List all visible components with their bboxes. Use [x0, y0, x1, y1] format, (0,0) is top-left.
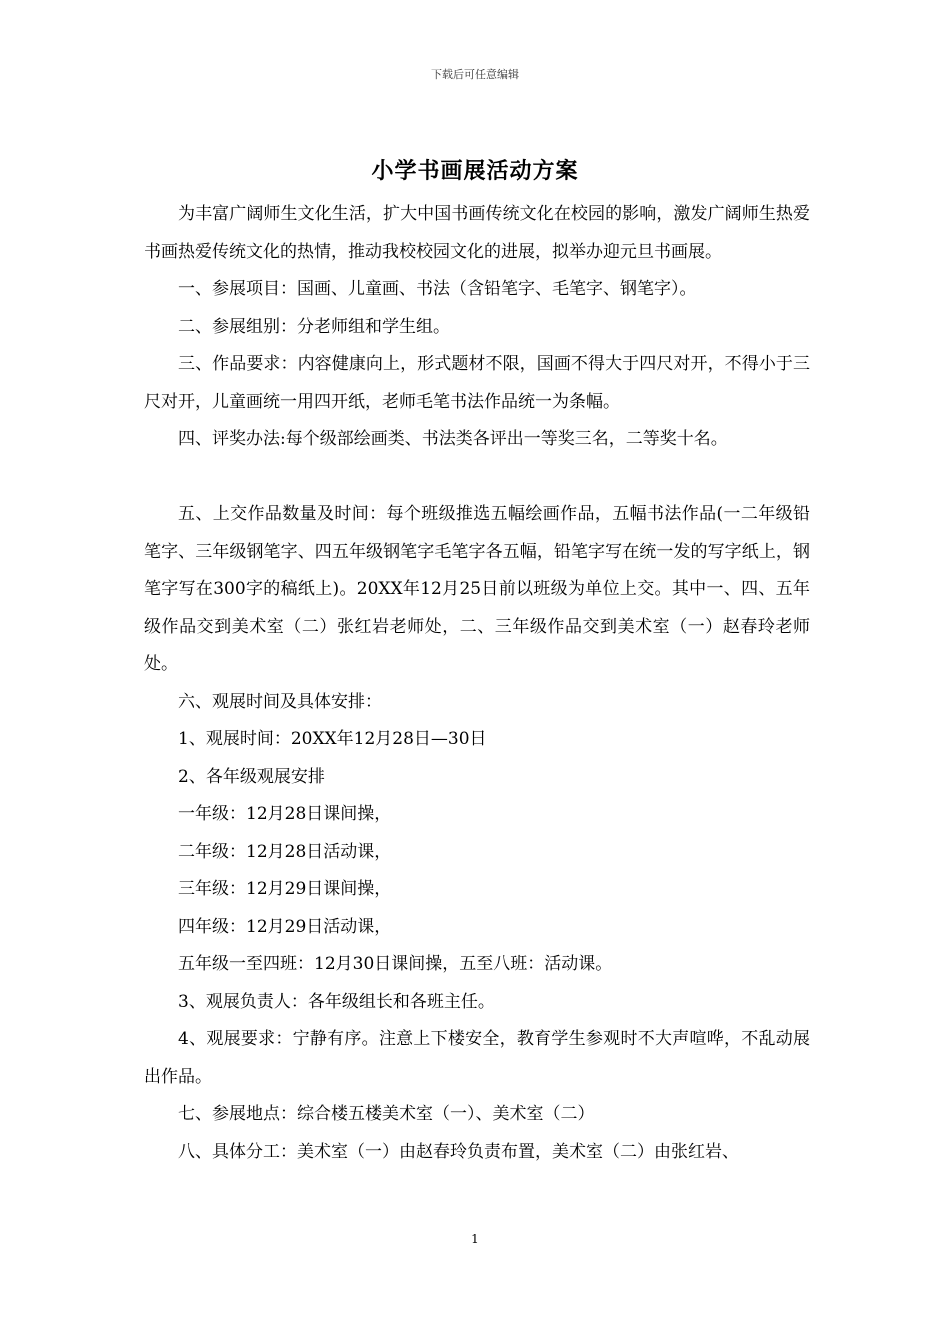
document-body — [144, 196, 810, 1171]
section-6-item-1: 1、观展时间：20XX年12月28日—30日 — [178, 729, 487, 749]
section-8-paragraph: 八、具体分工：美术室（一）由赵春玲负责布置，美术室（二）由张红岩、 — [178, 1141, 739, 1162]
section-5-paragraph: 五、上交作品数量及时间：每个班级推选五幅绘画作品，五幅书法作品(一二年级铅笔字、三年级钢笔字、四五年级钢笔字毛笔字各五幅，铅笔字写在统一发的写字纸上，钢笔字写在300字的稿纸上)。20XX年12月25日前以班级为单位上交。其中一、四、五年级作品交到美术室（二）张红岩老师处，二、三年级作品交到美术室（一）赵春玲老师处。 — [144, 504, 810, 674]
section-6-item-4: 4、观展要求：宁静有序。注意上下楼安全，教育学生参观时不大声喧哗，不乱动展出作品。 — [144, 1029, 810, 1087]
grade-3-schedule: 三年级：12月29日课间操， — [178, 879, 392, 899]
section-1-paragraph: 一、参展项目：国画、儿童画、书法（含铅笔字、毛笔字、钢笔字）。 — [178, 279, 697, 299]
section-6-paragraph: 六、观展时间及具体安排： — [178, 691, 382, 712]
grade-2-schedule: 二年级：12月28日活动课， — [178, 841, 392, 862]
document-title: 小学书画展活动方案 — [371, 158, 579, 184]
section-6-item-3: 3、观展负责人：各年级组长和各班主任。 — [178, 991, 495, 1012]
section-4-paragraph: 四、评奖办法:每个级部绘画类、书法类各评出一等奖三名，二等奖十名。 — [178, 429, 728, 449]
section-6-item-2: 2、各年级观展安排 — [178, 766, 325, 787]
section-3-paragraph: 三、作品要求：内容健康向上，形式题材不限，国画不得大于四尺对开，不得小于三尺对开，儿童画统一用四开纸，老师毛笔书法作品统一为条幅。 — [144, 354, 810, 412]
section-7-paragraph: 七、参展地点：综合楼五楼美术室（一）、美术室（二） — [178, 1104, 595, 1124]
grade-5-schedule: 五年级一至四班：12月30日课间操，五至八班：活动课。 — [178, 954, 613, 974]
blank-line — [144, 459, 810, 497]
page-header-note: 下载后可任意编辑 — [431, 68, 519, 81]
grade-1-schedule: 一年级：12月28日课间操， — [178, 804, 392, 824]
page-number: 1 — [471, 1232, 479, 1246]
grade-4-schedule: 四年级：12月29日活动课， — [178, 916, 392, 937]
intro-paragraph: 为丰富广阔师生文化生活，扩大中国书画传统文化在校园的影响，激发广阔师生热爱书画热爱传统文化的热情，推动我校校园文化的进展，拟举办迎元旦书画展。 — [144, 204, 810, 262]
section-2-paragraph: 二、参展组别：分老师组和学生组。 — [178, 316, 450, 337]
